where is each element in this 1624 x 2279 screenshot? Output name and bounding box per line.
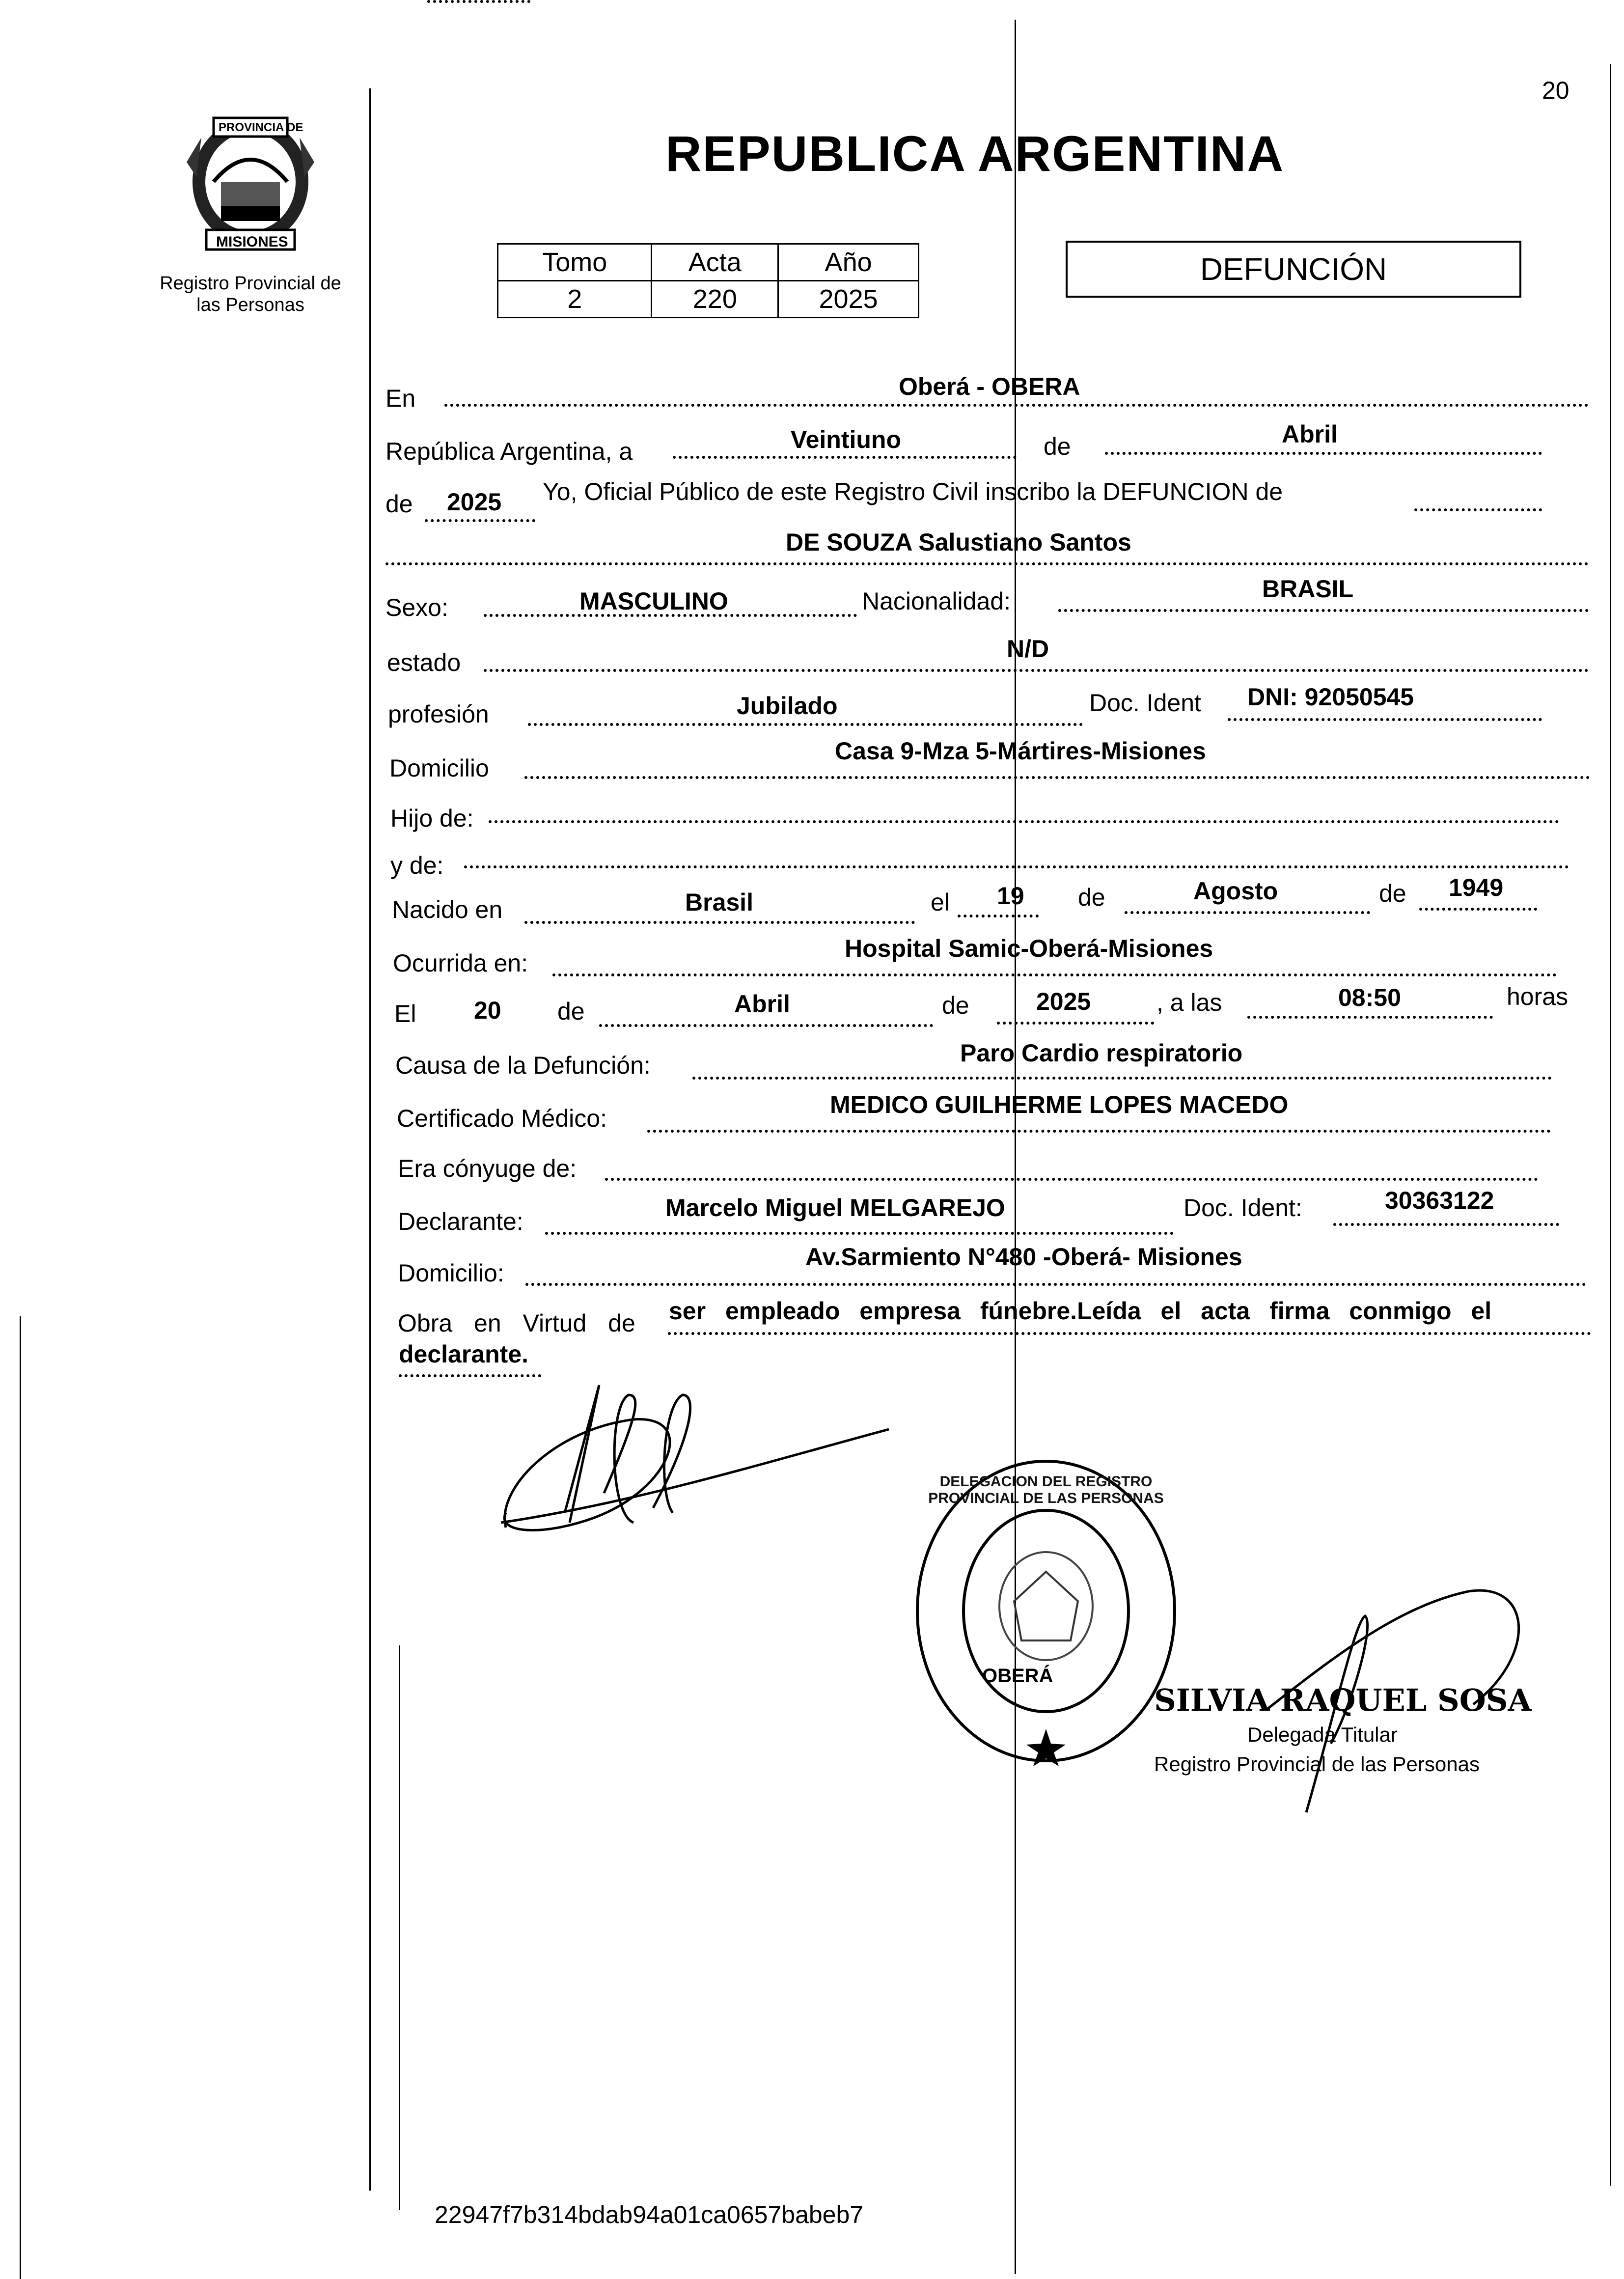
en-dotline xyxy=(444,404,1589,407)
deceased-name-value: DE SOUZA Salustiano Santos xyxy=(786,528,1131,556)
birth-month-dotline xyxy=(1125,911,1370,914)
profesion-label: profesión xyxy=(388,700,489,728)
record-header-acta: Acta xyxy=(652,244,778,281)
declarant-signature xyxy=(486,1365,908,1552)
de-label-3: de xyxy=(1078,884,1105,911)
ocurrida-value: Hospital Samic-Oberá-Misiones xyxy=(845,935,1213,962)
stamp-center-text: OBERÁ xyxy=(982,1665,1053,1687)
nacido-label: Nacido en xyxy=(392,896,503,923)
obra-text2-value: declarante. xyxy=(399,1340,529,1368)
doc2-dotline xyxy=(1333,1223,1559,1226)
nacido-en-value: Brasil xyxy=(685,889,753,916)
declarante-value: Marcelo Miguel MELGAREJO xyxy=(665,1194,1005,1222)
domicilio2-label: Domicilio: xyxy=(398,1259,504,1287)
doc-ident-value: DNI: 92050545 xyxy=(1247,683,1414,711)
de-label-2: de xyxy=(385,490,413,518)
hijo-dotline xyxy=(489,820,1559,823)
horas-label: horas xyxy=(1507,983,1569,1010)
death-day-value: 20 xyxy=(474,997,501,1024)
causa-dotline xyxy=(692,1077,1552,1080)
nacido-dotline xyxy=(524,921,915,924)
birth-month-value: Agosto xyxy=(1193,877,1278,905)
de-label-6: de xyxy=(942,992,969,1019)
record-value-anio: 2025 xyxy=(778,281,919,318)
domicilio-value: Casa 9-Mza 5-Mártires-Misiones xyxy=(835,737,1206,765)
left-edge-rule xyxy=(20,1316,21,2279)
de-label-4: de xyxy=(1379,880,1406,907)
domicilio2-value: Av.Sarmiento N°480 -Oberá- Misiones xyxy=(805,1243,1242,1271)
profesion-value: Jubilado xyxy=(737,692,838,720)
left-margin-rule xyxy=(369,88,371,2191)
doc2-value: 30363122 xyxy=(1385,1187,1494,1214)
signatory-title: Delegada Titular xyxy=(1247,1723,1398,1746)
record-table-value-row xyxy=(498,281,919,318)
signatory-name: SILVIA RAQUEL SOSA xyxy=(1154,1682,1532,1718)
conyuge-dotline xyxy=(605,1178,1538,1181)
obra-label: Obra en Virtud de xyxy=(398,1309,635,1337)
logo-seal-bottom-text: MISIONES xyxy=(216,234,288,250)
alas-label: , a las xyxy=(1156,989,1222,1016)
declarant-signature-icon xyxy=(486,1365,908,1552)
center-scan-rule xyxy=(1015,20,1016,2274)
month-value: Abril xyxy=(1282,420,1338,448)
day-dotline xyxy=(673,456,1017,459)
declarante-dotline xyxy=(545,1232,1174,1235)
domicilio2-dotline xyxy=(525,1283,1586,1286)
death-year-value: 2025 xyxy=(1036,988,1091,1015)
de-label-5: de xyxy=(557,998,585,1025)
month-dotline xyxy=(1105,452,1542,455)
ocurrida-label: Ocurrida en: xyxy=(393,949,528,977)
record-header-anio: Año xyxy=(778,244,919,281)
yde-label: y de: xyxy=(390,852,444,879)
right-margin-rule xyxy=(1610,64,1611,2186)
ocurrida-dotline xyxy=(552,973,1557,976)
death-year-dotline xyxy=(997,1022,1154,1025)
yde-dotline xyxy=(464,865,1569,868)
record-table-header-row xyxy=(498,244,919,281)
domicilio-label: Domicilio xyxy=(389,754,489,782)
record-type-box: DEFUNCIÓN xyxy=(1066,241,1521,298)
sexo-value: MASCULINO xyxy=(579,587,728,615)
deceased-dotline xyxy=(385,562,1589,565)
sexo-label: Sexo: xyxy=(385,594,448,621)
en-label: En xyxy=(385,385,416,412)
el-label: el xyxy=(931,889,950,916)
birth-day-dotline xyxy=(958,915,1039,917)
domicilio-dotline xyxy=(524,776,1590,779)
record-header-tomo: Tomo xyxy=(498,244,652,281)
logo-caption-line2: las Personas xyxy=(196,295,304,315)
certificado-dotline xyxy=(647,1130,1551,1133)
estado-value: N/D xyxy=(1007,635,1049,663)
stamp-ring-text: DELEGACION DEL REGISTRO PROVINCIAL DE LAS PERSONAS xyxy=(928,1473,1164,1506)
signatory-office: Registro Provincial de las Personas xyxy=(1154,1752,1480,1776)
document-hash: 22947f7b314bdab94a01ca0657babeb7 xyxy=(435,2201,864,2228)
certificado-value: MEDICO GUILHERME LOPES MACEDO xyxy=(830,1091,1289,1118)
hijo-label: Hijo de: xyxy=(390,805,474,832)
death-month-value: Abril xyxy=(734,990,790,1018)
profesion-dotline xyxy=(528,723,1083,726)
nacionalidad-dotline xyxy=(1058,609,1589,612)
record-value-acta: 220 xyxy=(652,281,778,318)
page-number: 20 xyxy=(1542,77,1569,104)
left-margin-rule-inner xyxy=(399,1645,400,2210)
logo-caption-line1: Registro Provincial de xyxy=(160,273,341,294)
certificado-label: Certificado Médico: xyxy=(397,1105,607,1132)
death-day-dotline xyxy=(427,0,530,3)
El-label: El xyxy=(394,1000,416,1028)
birth-day-value: 19 xyxy=(997,882,1024,910)
inscribo-text: Yo, Oficial Público de este Registro Civil inscribo la DEFUNCION de xyxy=(543,478,1283,505)
death-month-dotline xyxy=(599,1024,933,1027)
obra-dotline xyxy=(668,1332,1591,1335)
year-value: 2025 xyxy=(447,488,502,516)
estado-dotline xyxy=(484,669,1589,672)
birth-year-value: 1949 xyxy=(1449,874,1504,901)
nacionalidad-value: BRASIL xyxy=(1262,575,1354,603)
record-value-tomo: 2 xyxy=(498,281,652,318)
inscribo-dotline xyxy=(1414,508,1542,511)
estado-label: estado xyxy=(387,649,461,676)
page-title: REPUBLICA ARGENTINA xyxy=(665,126,1285,182)
death-time-value: 08:50 xyxy=(1338,984,1401,1011)
doc-ident-dotline xyxy=(1228,718,1542,721)
doc-ident-label: Doc. Ident xyxy=(1089,689,1201,717)
declarante-label: Declarante: xyxy=(398,1208,523,1235)
causa-label: Causa de la Defunción: xyxy=(395,1052,651,1079)
republica-label: República Argentina, a xyxy=(385,438,633,465)
place-value: Oberá - OBERA xyxy=(899,373,1080,400)
logo-caption xyxy=(142,273,358,316)
death-time-dotline xyxy=(1247,1016,1493,1019)
doc2-label: Doc. Ident: xyxy=(1184,1194,1302,1222)
logo-seal-top-text: PROVINCIA DE xyxy=(219,121,303,134)
record-table xyxy=(497,243,919,318)
obra-text-value: ser empleado empresa fúnebre.Leída el acta firma conmigo el xyxy=(669,1297,1492,1325)
nacionalidad-label: Nacionalidad: xyxy=(862,587,1011,615)
year-dotline xyxy=(425,519,535,522)
de-label-1: de xyxy=(1044,433,1071,460)
conyuge-label: Era cónyuge de: xyxy=(398,1155,577,1182)
day-words-value: Veintiuno xyxy=(791,426,901,453)
causa-value: Paro Cardio respiratorio xyxy=(960,1039,1243,1067)
birth-year-dotline xyxy=(1419,908,1537,911)
